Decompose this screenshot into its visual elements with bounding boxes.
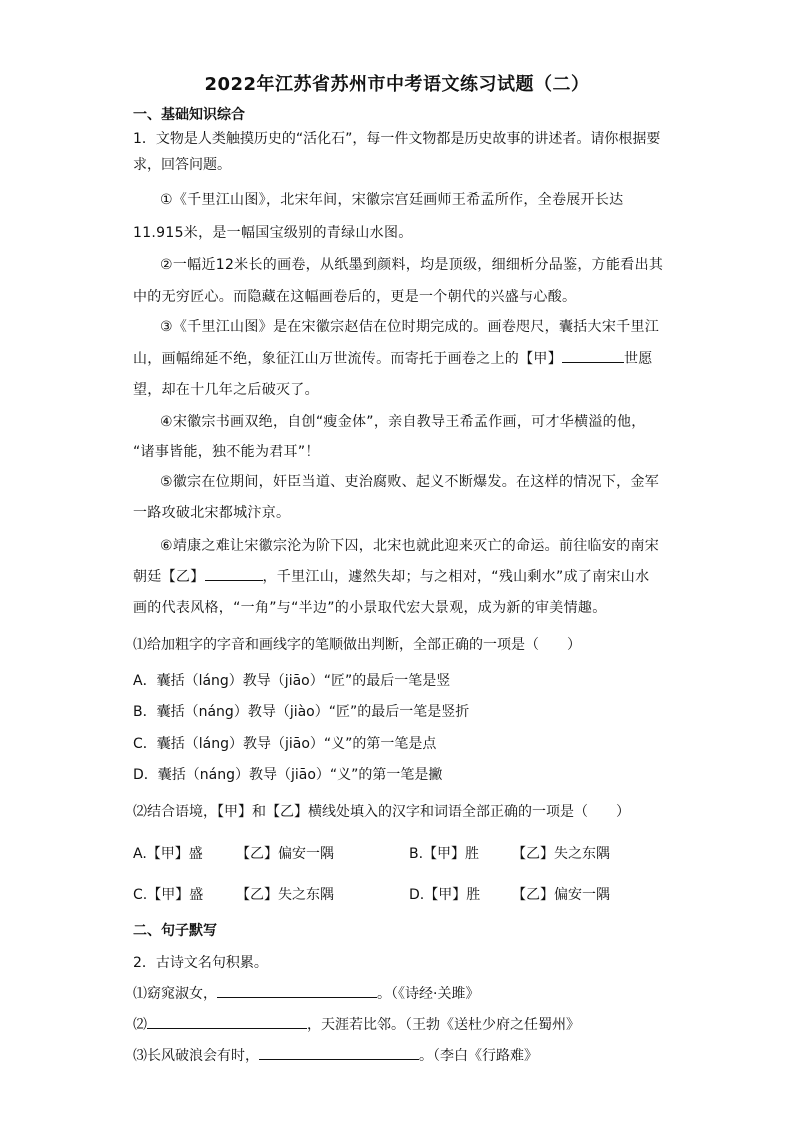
passage-para-6b-end: ，千里江山，遽然失却；与之相对，“残山剩水”成了南宋山水 [262,569,650,585]
passage-para-2b: 中的无穷匠心。而隐藏在这幅画卷后的，更是一个朝代的兴盛与心酸。 [133,289,577,305]
passage-para-3b-end: 世愿 [624,351,653,367]
option-2a-part2[interactable]: 【乙】偏安一隅 [236,846,334,862]
option-1d[interactable]: D．囊括（náng）教导（jiāo）“义”的第一笔是撇 [133,767,443,783]
passage-para-3b-text: 山，画幅绵延不绝，象征江山万世流传。而寄托于画卷之上的【甲】 [133,351,562,367]
recitation-blank-3[interactable] [259,1058,419,1060]
option-1b[interactable]: B．囊括（náng）教导（jiào）“匠”的最后一笔是竖折 [133,704,470,720]
subquestion-2: ⑵结合语境，【甲】和【乙】横线处填入的汉字和词语全部正确的一项是（ ） [133,804,630,820]
recitation-line-2 [133,1014,580,1034]
option-2b-part1[interactable]: B.【甲】胜 [409,846,480,862]
option-1c[interactable]: C．囊括（láng）教导（jiāo）“义”的第一笔是点 [133,736,437,752]
passage-para-6b [133,561,663,594]
passage-para-1a: ①《千里江山图》，北宋年间，宋徽宗宫廷画师王希孟所作，全卷展开长达 [160,192,624,208]
recitation-line-2-start: ⑵ [133,1017,147,1033]
blank-yi[interactable] [205,579,263,581]
passage-para-5a: ⑤徽宗在位期间，奸臣当道、吏治腐败、起义不断爆发。在这样的情况下，金军 [160,474,660,490]
question-2-intro: 2．古诗文名句积累。 [133,955,268,971]
recitation-line-1-end: 。（《诗经·关雎》 [377,986,480,1002]
option-2b-part2[interactable]: 【乙】失之东隅 [512,846,610,862]
option-2c-part1[interactable]: C.【甲】盛 [133,887,204,903]
page-title: 2022年江苏省苏州市中考语文练习试题（二） [204,74,590,95]
passage-para-3b [133,343,653,376]
recitation-line-1 [133,983,479,1003]
section-heading-recitation: 二、句子默写 [133,923,217,939]
passage-para-5b: 一路攻破北宋都城汴京。 [133,505,291,521]
recitation-line-3-end: 。（李白《行路难》 [419,1048,538,1064]
passage-para-6b-start: 朝廷【乙】 [133,569,205,585]
passage-para-3c: 望，却在十几年之后破灭了。 [133,382,319,398]
recitation-line-3 [133,1045,538,1065]
recitation-line-1-start: ⑴窈窕淑女， [133,986,217,1002]
blank-jia[interactable] [562,361,624,363]
question-1-intro: 1．文物是人类触摸历史的“活化石”，每一件文物都是历史故事的讲述者。请你根据要求，回答问题。 [133,131,661,173]
passage-para-3a: ③《千里江山图》是在宋徽宗赵佶在位时期完成的。画卷咫尺，囊括大宋千里江 [160,319,660,335]
recitation-line-3-start: ⑶长风破浪会有时， [133,1048,259,1064]
recitation-blank-2[interactable] [147,1027,307,1029]
option-2d-part1[interactable]: D.【甲】胜 [409,887,481,903]
passage-para-6c: 画的代表风格，“一角”与“半边”的小景取代宏大景观，成为新的审美情趣。 [133,600,607,616]
passage-para-4b: “诸事皆能，独不能为君耳”！ [133,444,320,460]
passage-para-6a: ⑥靖康之难让宋徽宗沦为阶下囚，北宋也就此迎来灭亡的命运。前往临安的南宋 [160,538,660,554]
recitation-blank-1[interactable] [217,996,377,998]
section-heading-basics: 一、基础知识综合 [133,107,245,123]
subquestion-1: ⑴给加粗字的字音和画线字的笔顺做出判断，全部正确的一项是（ ） [133,637,581,653]
option-2a-part1[interactable]: A.【甲】盛 [133,846,203,862]
recitation-line-2-end: ，天涯若比邻。（王勃《送杜少府之任蜀州》 [307,1017,580,1033]
passage-para-1b: 11.915米，是一幅国宝级别的青绿山水图。 [133,225,413,241]
passage-para-2a: ②一幅近12米长的画卷，从纸墨到颜料，均是顶级，细细析分品鉴，方能看出其 [160,257,664,273]
option-1a[interactable]: A．囊括（láng）教导（jiāo）“匠”的最后一笔是竖 [133,673,451,689]
passage-para-4a: ④宋徽宗书画双绝，自创“瘦金体”，亲自教导王希孟作画，可才华横溢的他， [160,414,646,430]
option-2c-part2[interactable]: 【乙】失之东隅 [236,887,334,903]
option-2d-part2[interactable]: 【乙】偏安一隅 [512,887,610,903]
